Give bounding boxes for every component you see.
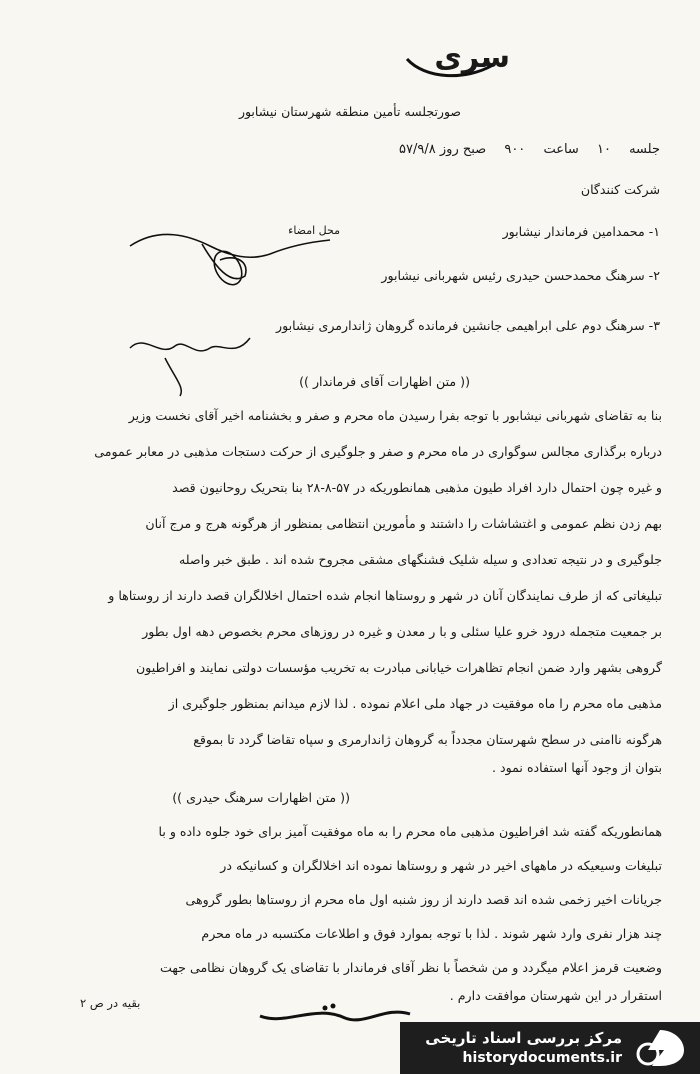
meeting-date: صبح روز ۵۷/۹/۸ xyxy=(399,142,487,157)
governor-line: بنا به تقاضای شهربانی نیشابور با توجه بفرا رسیدن ماه محرم و صفر و بخشنامه اخیر آقای نخست وزیر xyxy=(128,408,662,423)
governor-line: گروهی بشهر وارد ضمن انجام تظاهرات خیابانی مبادرت به تخریب مؤسسات دولتی نمایند و افراطیون xyxy=(135,660,662,675)
time-value: ۹۰۰ xyxy=(504,142,526,157)
governor-line: تبلیغاتی که از طرف نمایندگان آنان در شهر و روستاها انجام شده احتمال اخلالگران قصد دارند از روستاها و xyxy=(108,588,662,603)
meeting-number: ۱۰ xyxy=(596,142,611,157)
archive-title: مرکز بررسی اسناد تاریخی xyxy=(425,1029,622,1047)
meeting-label: جلسه xyxy=(629,142,660,157)
signature-2 xyxy=(125,318,255,398)
governor-line: هرگونه ناامنی در سطح شهرستان مجدداً به گروهان ژاندارمری و سپاه تقاضا گردد تا بموقع xyxy=(193,732,662,747)
governor-line: و غیره چون احتمال دارد افراد طیون مذهبی همانطوریکه در ۵۷-۸-۲۸ بنا بتحریک روحانیون قصد xyxy=(172,480,662,495)
participant-2: ۲- سرهنگ محمدحسن حیدری رئیس شهربانی نیشابور xyxy=(381,268,660,283)
governor-line: درباره برگذاری مجالس سوگواری در ماه محرم و صفر و جلوگیری از حرکت دستجات مذهبی در معابر عمومی xyxy=(94,444,662,459)
police-line: تبلیغات وسیعیکه در ماههای اخیر در شهر و روستاها نموده اند اخلالگران و کسانیکه در xyxy=(220,858,662,873)
police-line: استقرار در این شهرستان موافقت دارم . xyxy=(449,988,662,1003)
secret-stamp: سری xyxy=(434,40,510,75)
archive-logo-icon xyxy=(634,1028,686,1068)
time-label: ساعت xyxy=(543,142,579,157)
bottom-stamp-stroke xyxy=(255,996,415,1040)
document-title: صورتجلسه تأمین منطقه شهرستان نیشابور xyxy=(238,104,462,119)
governor-line: بر جمعیت متجمله درود خرو علیا سئلی و با ر معدن و غیره در روزهای محرم بخصوص دهه اول بطور xyxy=(142,624,662,639)
archive-url: historydocuments.ir xyxy=(462,1050,622,1066)
signature-1 xyxy=(120,216,340,296)
governor-heading: (( متن اظهارات آقای فرماندار )) xyxy=(299,374,470,389)
participants-heading: شرکت کنندگان xyxy=(580,182,660,197)
governor-line: بتوان از وجود آنها استفاده نمود . xyxy=(492,760,662,775)
stamp-underline-stroke xyxy=(405,55,495,81)
participant-1: ۱- محمدامین فرماندار نیشابور xyxy=(502,224,660,239)
governor-line: جلوگیری و در نتیجه تعدادی و سیله شلیک فشنگهای مشقی مجروح شده اند . طبق خبر واصله xyxy=(178,552,662,567)
governor-line: بهم زدن نظم عمومی و اغتشاشات را داشتند و مأمورین انتظامی بمنظور از هرگونه هرج و مرج آنان xyxy=(145,516,662,531)
police-line: جریانات اخیر زخمی شده اند قصد دارند از روز شنبه اول ماه محرم از روستاها بطور گروهی xyxy=(185,892,662,907)
police-line: همانطوریکه گفته شد افراطیون مذهبی ماه محرم را به ماه موفقیت آمیز برای خود جلوه داده و با xyxy=(158,824,662,839)
archive-watermark xyxy=(400,1022,700,1074)
continued-note: بقیه در ص ۲ xyxy=(80,996,141,1010)
police-line: وضعیت قرمز اعلام میگردد و من شخصاً با نظر آقای فرماندار با تقاضای یک گروهان نظامی جهت xyxy=(159,960,662,975)
meeting-info xyxy=(385,142,660,157)
participant-3: ۳- سرهنگ دوم علی ابراهیمی جانشین فرمانده گروهان ژاندارمری نیشابور xyxy=(276,318,660,333)
governor-line: مذهبی ماه محرم را ماه موفقیت در جهاد ملی اعلام نموده . لذا لازم میدانم بمنظور جلوگیری از xyxy=(168,696,662,711)
police-line: چند هزار نفری وارد شهر شوند . لذا با توجه بموارد فوق و اطلاعات مکتسبه در ماه محرم xyxy=(201,926,662,941)
signature-place-label: محل امضاء xyxy=(288,224,340,237)
police-heading: (( متن اظهارات سرهنگ حیدری )) xyxy=(172,790,350,805)
